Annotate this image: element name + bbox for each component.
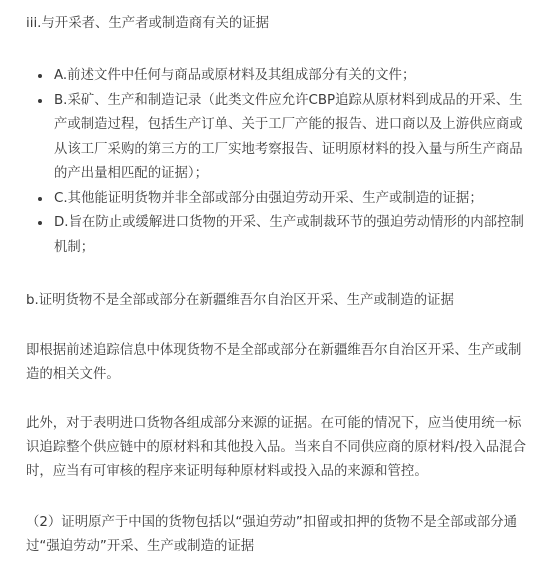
bullet-text: D.旨在防止或缓解进口货物的开采、生产或制裁环节的强迫劳动情形的内部控制机制； [54,215,524,255]
bullet-dot [38,221,42,225]
bullet-text: C.其他能证明货物并非全部或部分由强迫劳动开采、生产或制造的证据； [54,190,483,206]
evidence-bullet-list [26,64,526,260]
bullet-text: B.采矿、生产和制造记录（此类文件应允许CBP追踪从原材料到成品的开采、生产或制造过程，包括生产订单、关于工厂产能的报告、进口商以及上游供应商或从该工厂采购的第三方的工厂实地考察报告、证明原材料的投入量与所生产商品的产出量相匹配的证据）； [54,92,523,181]
section-heading-b: b.证明货物不是全部或部分在新疆维吾尔自治区开采、生产或制造的证据 [26,293,454,308]
paragraph-input-sources: 此外，对于表明进口货物各组成部分来源的证据。在可能的情况下，应当使用统一标识追踪整个供应链中的原材料和其他投入品。当来自不同供应商的原材料/投入品混合时，应当有可审核的程序来证明每种原材料或投入品的来源和管控。 [26,416,526,479]
bullet-text: A.前述文件中任何与商品或原材料及其组成部分有关的文件； [54,68,416,83]
section-heading-iii: iii.与开采者、生产者或制造商有关的证据 [26,16,270,31]
bullet-dot [38,197,42,201]
bullet-item-b [26,89,526,187]
bullet-item-c [26,187,526,212]
paragraph-trace-documents: 即根据前述追踪信息中体现货物不是全部或部分在新疆维吾尔自治区开采、生产或制造的相关文件。 [26,343,522,382]
bullet-dot [38,74,42,78]
paragraph-section-2: （2）证明原产于中国的货物包括以“强迫劳动”扣留或扣押的货物不是全部或部分通过“强迫劳动”开采、生产或制造的证据 [26,515,518,554]
bullet-item-a [26,64,526,89]
bullet-dot [38,99,42,103]
bullet-item-d [26,211,526,260]
